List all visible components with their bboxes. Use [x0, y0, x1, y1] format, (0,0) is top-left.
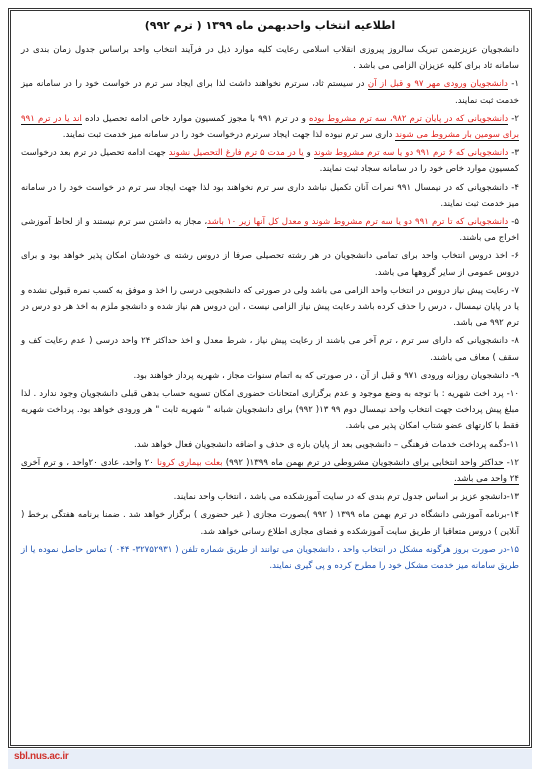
announcement-item	[21, 248, 519, 280]
announcement-item	[21, 145, 519, 177]
item-text: بعلت بیماری کرونا	[157, 457, 223, 468]
announcement-item	[21, 437, 519, 453]
item-text: ۱۵-در صورت بروز هرگونه مشکل در انتخاب واحد ، دانشجویان می توانند از طریق شماره تلفن ( ۳۲۷۵۲۹۳۱- ۰۴۴ ) تماس حاصل نموده یا از طریق سامانه میز خدمت مشکل خود را مطرح کرده و پی گیری نمایند.	[21, 544, 520, 572]
announcement-body	[21, 42, 519, 574]
item-text: و	[303, 148, 314, 159]
item-text: حداکثر واحد انتخابی برای دانشجویان مشروطی در ترم بهمن ماه ۱۳۹۹( ۹۹۲)	[222, 457, 504, 468]
announcement-item	[21, 489, 519, 505]
announcement-item	[21, 111, 519, 143]
item-text: اند یا در ترم ۹۹۱ برای سومین بار مشروط می شوند	[21, 113, 519, 141]
page-title: اطلاعیه انتخاب واحدبهمن ماه ۱۳۹۹ ( ترم ۹۹۲)	[144, 19, 396, 32]
item-text: و در ترم ۹۹۱ با مجوز کمسیون موارد خاص ادامه تحصیل داده	[81, 113, 309, 124]
item-text: ۳-	[508, 148, 519, 159]
item-text: دانشجویانی که ۶ ترم ۹۹۱ دو یا سه ترم مشروط شوند	[313, 148, 509, 159]
announcement-item	[21, 283, 519, 332]
item-text: ۶- اخذ دروس انتخاب واحد برای تمامی دانشجویان در هر رشته تحصیلی صرفا از دروس رشته ی خودشان امکان پذیر خواهد بود و برای دروس عمومی از سایر گروهها می باشد.	[21, 251, 519, 278]
announcement-item	[21, 542, 519, 574]
item-text: یا در مدت ۵ ترم فارغ التحصیل نشوند	[168, 148, 304, 159]
item-text: ۱۴-برنامه آموزشی دانشگاه در ترم بهمن ماه ۱۳۹۹ ( ۹۹۲ )بصورت مجازی ( غیر حضوری ) برگزار خواهد شد . ضمنا برنامه هفتگی برخط ( آنلاین ) دروس متعاقبا از طریق سایت آموزشکده و فضای مجازی اطلاع رسانی خواهد شد.	[21, 510, 519, 537]
item-text: ۵-	[508, 217, 519, 228]
website-url: sbl.nus.ac.ir	[14, 751, 69, 762]
item-text: داری سر ترم نبوده لذا جهت ایجاد سرترم درخواست خود را در سامانه میز خدمت ثبت نمایند.	[62, 130, 396, 141]
item-text: دانشجویان ورودی مهر ۹۷ و قبل از آن	[367, 79, 508, 90]
announcement-item	[21, 455, 519, 487]
item-text: ۸- دانشجویانی که دارای سر ترم ، ترم آخر می باشند از رعایت پیش نیاز ، شرط معدل و اخذ حداکثر ۲۴ واحد درسی ( عدم رعایت کف و سقف ) معاف می باشند.	[21, 336, 520, 363]
item-text: ۱-	[507, 79, 519, 90]
item-text: ۴- دانشجویانی که در نیمسال ۹۹۱ نمرات آنان تکمیل نباشد داری سر ترم نخواهند بود لذا جهت ایجاد سر ترم در خواست خود را در سامانه میز خدمت ثبت نمایند.	[21, 182, 520, 209]
item-text: دانشجویانی که در پایان ترم ۹۸۲، سه ترم مشروط بوده	[308, 113, 509, 124]
item-text: ۷- رعایت پیش نیاز دروس در انتخاب واحد الزامی می باشد ولی در صورتی که دانشجویی درسی را اخذ و موفق به کسب نمره قبولی نشده و یا در پایان نیمسال ، درس را حذف کرده باشد رعایت پیش نیاز الزامی نیست ، این دروس هم نیاز شده و دانشجو ملزم به اخذ هر دو درس در ترم ۹۹۲ می باشد.	[21, 285, 519, 329]
item-text: جهت ادامه تحصیل در ترم بعد درخواست کمسیون موارد خاص خود را در سامانه سجاد ثبت نمایند.	[21, 148, 519, 175]
intro-paragraph: دانشجویان عزیزضمن تبریک سالروز پیروزی انقلاب اسلامی رعایت کلیه موارد ذیل در فرآیند انتخاب واحد براساس جدول زمان بندی در سامانه ثاد برای کلیه عزیزان الزامی می باشد .	[21, 45, 519, 72]
item-text: دانشجویانی که تا ترم ۹۹۱ دو یا سه ترم مشروط شوند و معدل کل آنها زیر ۱۰ باشد	[207, 217, 509, 228]
item-text: ۱۲-	[503, 457, 519, 468]
footer-bar	[8, 749, 532, 769]
item-text: ۲۰ واحد، عادی ۲۰واحد ، و ترم آخری ۲۴ واحد می باشد.	[21, 457, 519, 485]
announcement-item	[21, 507, 519, 539]
item-text: ۱۳-دانشجو عزیز بر اساس جدول ترم بندی که در سایت آموزشکده می باشد ، انتخاب واحد نمایند.	[173, 492, 519, 503]
announcement-item	[21, 214, 519, 246]
announcement-item	[21, 180, 519, 212]
item-text: در سیستم ثاد، سرترم نخواهند داشت لذا برای ایجاد سر ترم در خواست خود را در سامانه میز خدمت ثبت نمایند.	[21, 79, 519, 106]
item-text: ۱۱-دگمه پرداخت خدمات فرهنگی – دانشجویی بعد از پایان بازه ی حذف و اضافه دانشجویان فعال خواهد شد.	[133, 439, 519, 450]
announcement-item	[21, 333, 519, 365]
announcement-item	[21, 368, 519, 384]
item-text: ، مجاز به داشتن سر ترم نیستند و از لحاظ آموزشی اخراج می باشند.	[21, 217, 519, 244]
announcement-item	[21, 386, 519, 435]
announcement-item	[21, 76, 519, 108]
item-text: ۲-	[508, 113, 520, 124]
item-text: ۱۰- پرد اخت شهریه : با توجه به وضع موجود و عدم برگزاری امتحانات حضوری امکان تسویه حساب بدهی قبلی دانشجویان وجود ندارد . لذا مبلغ پیش پرداخت جهت انتخاب واحد نیمسال دوم ۹۹ ۱۳( ۹۹۲) برای دانشجویان شبانه " شهریه ثابت " هر ورودی خواهد بود. پرداخت شهریه فقط با کارتهای عضو شتاب امکان پذیر می باشد.	[21, 389, 519, 432]
announcement-items	[21, 76, 519, 574]
item-text: ۹- دانشجویان روزانه ورودی ۹۷۱ و قبل از آن ، در صورتی که به اتمام سنوات مجاز ، شهریه پرداز خواهند بود.	[133, 370, 519, 381]
announcement-frame	[8, 8, 532, 748]
